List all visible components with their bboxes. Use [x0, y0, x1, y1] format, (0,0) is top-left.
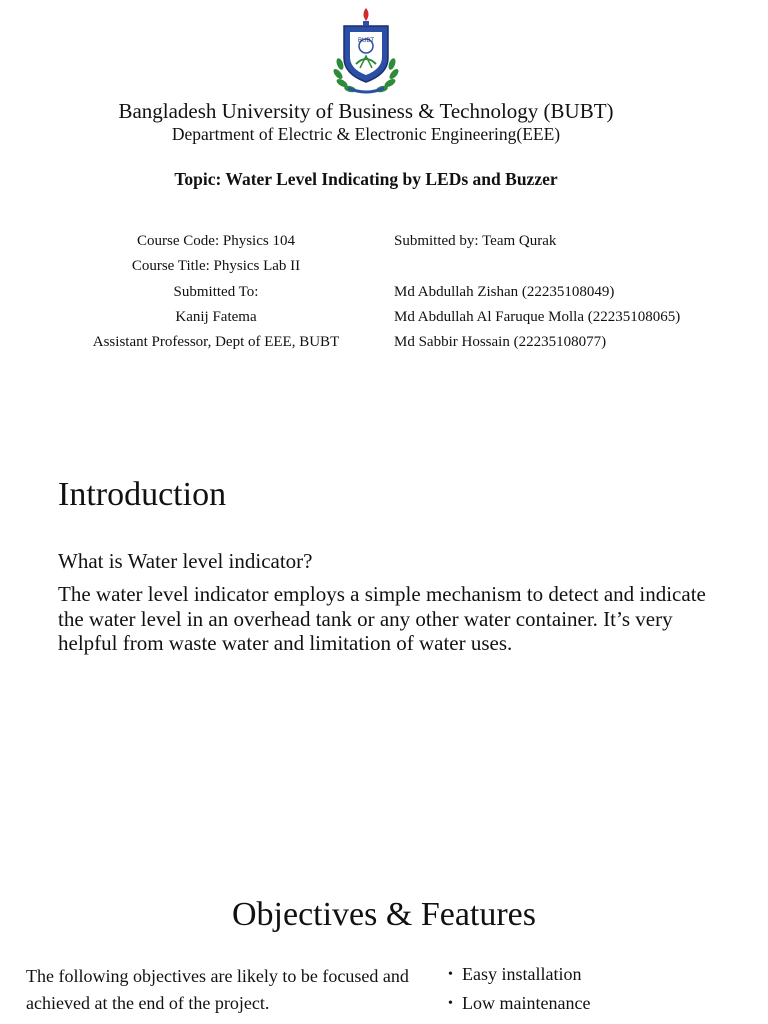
objectives-heading: Objectives & Features	[231, 896, 537, 933]
team-member: Md Abdullah Zishan (22235108049)	[394, 283, 615, 300]
spacer	[394, 254, 754, 279]
team-member: Md Sabbir Hossain (22235108077)	[394, 334, 607, 351]
university-name: Bangladesh University of Business & Technology (BUBT)	[118, 99, 614, 123]
instructor-name: Kanij Fatema	[175, 308, 257, 325]
objectives-intro: The following objectives are likely to be focused and achieved at the end of the project.	[26, 966, 409, 1013]
feature-label: Easy installation	[462, 964, 582, 984]
university-logo	[330, 6, 402, 96]
svg-text:BUBT: BUBT	[357, 38, 375, 44]
features-list	[448, 960, 590, 1018]
list-item	[448, 960, 590, 989]
instructor-designation: Assistant Professor, Dept of EEE, BUBT	[92, 334, 340, 351]
flame-icon	[364, 8, 369, 21]
course-code: Course Code: Physics 104	[137, 233, 295, 249]
introduction-question: What is Water level indicator?	[58, 549, 313, 573]
bullet-icon: •	[448, 967, 453, 982]
feature-label: Low maintenance	[462, 993, 591, 1013]
bullet-icon: •	[448, 996, 453, 1011]
list-item	[448, 989, 590, 1018]
team-member: Md Abdullah Al Faruque Molla (22235108065)	[394, 308, 681, 325]
course-title: Course Title: Physics Lab II	[131, 258, 301, 275]
submitted-by	[394, 229, 754, 355]
course-info	[70, 229, 362, 355]
department-name: Department of Electric & Electronic Engineering(EEE)	[171, 124, 561, 144]
topic-title: Topic: Water Level Indicating by LEDs and Buzzer	[174, 169, 558, 189]
submitted-to-label: Submitted To:	[173, 283, 259, 300]
submitted-by-label: Submitted by: Team Qurak	[394, 233, 557, 249]
introduction-heading: Introduction	[58, 476, 227, 513]
introduction-paragraph: The water level indicator employs a simple mechanism to detect and indicate the water level in an overhead tank or any other water container. It’s very helpful from waste water and limitation of water uses.	[58, 582, 706, 655]
